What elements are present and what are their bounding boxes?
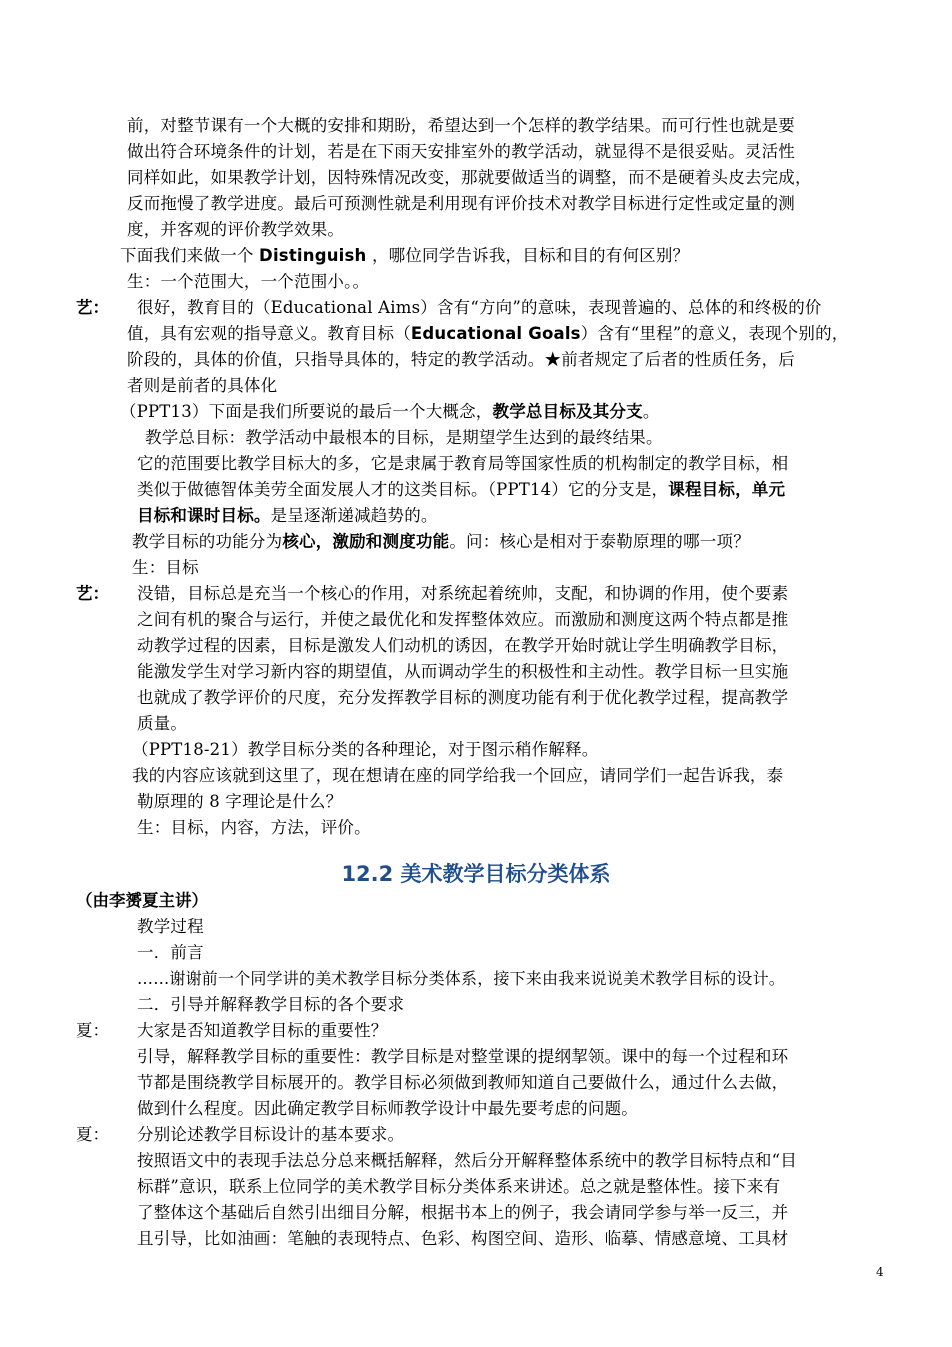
speaker-label: 艺： [76, 298, 109, 317]
paragraph-line: 阶段的，具体的价值，只指导具体的，特定的教学活动。★前者规定了后者的性质任务，后 [127, 350, 795, 369]
paragraph-line: 很好，教育目的（Educational Aims）含有“方向”的意味，表现普遍的、总体的和终极的价 [137, 298, 822, 317]
page-number: 4 [876, 1265, 884, 1279]
paragraph-line: 度，并客观的评价教学效果。 [127, 220, 345, 239]
paragraph-line: 同样如此，如果教学计划，因特殊情况改变，那就要做适当的调整，而不是硬着头皮去完成， [127, 168, 812, 187]
paragraph-line: ……谢谢前一个同学讲的美术教学目标分类体系，接下来由我来说说美术教学目标的设计。 [137, 969, 786, 988]
paragraph-line: 反而拖慢了教学进度。最后可预测性就是利用现有评价技术对教学目标进行定性或定量的测 [127, 194, 795, 213]
text-bold: 课程目标，单元 [668, 480, 786, 499]
student-answer: 生：一个范围大，一个范围小。。 [127, 272, 370, 291]
paragraph-line [137, 503, 438, 529]
student-answer: 生：目标 [132, 558, 199, 577]
paragraph-line: 按照语文中的表现手法总分总来概括解释，然后分开解释整体系统中的教学目标特点和“目 [137, 1151, 797, 1170]
text-segment: 教学目标的功能分为 [132, 532, 283, 551]
speaker-label: 夏： [76, 1021, 109, 1040]
paragraph-line: 大家是否知道教学目标的重要性？ [137, 1021, 388, 1040]
paragraph-line: 教学总目标：教学活动中最根本的目标，是期望学生达到的最终结果。 [145, 428, 663, 447]
speaker-label: 夏： [76, 1125, 109, 1144]
text-segment: 是呈逐渐递减趋势的。 [270, 506, 438, 525]
paragraph-line: 能激发学生对学习新内容的期望值，从而调动学生的积极性和主动性。教学目标一旦实施 [137, 662, 789, 681]
ppt13-line [120, 399, 660, 425]
paragraph-line: 它的范围要比教学目标大的多，它是隶属于教育局等国家性质的机构制定的教学目标，相 [137, 454, 789, 473]
paragraph-line: 节都是围绕教学目标展开的。教学目标必须做到教师知道自己要做什么，通过什么去做， [137, 1073, 789, 1092]
paragraph-line: 前，对整节课有一个大概的安排和期盼，希望达到一个怎样的教学结果。而可行性也就是要 [127, 116, 795, 135]
text-segment: 。问：核心是相对于泰勒原理的哪一项？ [449, 532, 750, 551]
text-segment: （PPT13）下面是我们所要说的最后一个大概念， [120, 402, 493, 421]
text-bold: Educational Goals [410, 324, 581, 343]
distinguish-post: ，哪位同学告诉我，目标和目的有何区别？ [366, 246, 690, 265]
paragraph-line: 动教学过程的因素，目标是激发人们动机的诱因，在教学开始时就让学生明确教学目标， [137, 636, 789, 655]
paragraph-line: 且引导，比如油画：笔触的表现特点、色彩、构图空间、造形、临摹、情感意境、工具材 [137, 1229, 789, 1248]
paragraph-line: 者则是前者的具体化 [127, 376, 278, 395]
paragraph-line [127, 321, 848, 347]
paragraph-line [132, 529, 750, 555]
distinguish-line [120, 243, 689, 269]
paragraph-line: 了整体这个基础后自然引出细目分解，根据书本上的例子，我会请同学参与举一反三，并 [137, 1203, 789, 1222]
text-bold: 核心，激励和测度功能 [282, 532, 450, 551]
text-bold: 目标和课时目标。 [137, 506, 271, 525]
student-answer: 生：目标，内容，方法，评价。 [137, 818, 371, 837]
distinguish-pre: 下面我们来做一个 [120, 246, 260, 265]
speaker-label: 艺： [76, 584, 109, 603]
text-segment: ）含有“里程”的意义，表现个别的， [580, 324, 849, 343]
paragraph-line: 没错，目标总是充当一个核心的作用，对系统起着统帅，支配，和协调的作用，使个要素 [137, 584, 789, 603]
paragraph-line: 勒原理的 8 字理论是什么？ [137, 792, 343, 811]
text-segment: 值，具有宏观的指导意义。教育目标（ [127, 324, 411, 343]
paragraph-line: 做出符合环境条件的计划，若是在下雨天安排室外的教学活动，就显得不是很妥贴。灵活性 [127, 142, 795, 161]
paragraph-line: 质量。 [137, 714, 188, 733]
paragraph-line [137, 477, 785, 503]
paragraph-line: 教学过程 [137, 917, 204, 936]
paragraph-line: 之间有机的聚合与运行，并使之最优化和发挥整体效应。而激励和测度这两个特点都是推 [137, 610, 789, 629]
presenter-label: （由李赟夏主讲） [76, 891, 208, 910]
section-title: 12.2 美术教学目标分类体系 [341, 862, 611, 886]
paragraph-line: 我的内容应该就到这里了，现在想请在座的同学给我一个回应，请同学们一起告诉我，泰 [132, 766, 784, 785]
paragraph-line: 也就成了教学评价的尺度，充分发挥教学目标的测度功能有利于优化教学过程，提高教学 [137, 688, 789, 707]
section-subtitle: 一．前言 [137, 943, 204, 962]
paragraph-line: 引导，解释教学目标的重要性：教学目标是对整堂课的提纲挈领。课中的每一个过程和环 [137, 1047, 789, 1066]
paragraph-line: 标群”意识，联系上位同学的美术教学目标分类体系来讲述。总之就是整体性。接下来有 [137, 1177, 781, 1196]
paragraph-line: 做到什么程度。因此确定教学目标师教学设计中最先要考虑的问题。 [137, 1099, 638, 1118]
paragraph-line: （PPT18-21）教学目标分类的各种理论，对于图示稍作解释。 [132, 740, 599, 759]
section-subtitle: 二．引导并解释教学目标的各个要求 [137, 995, 405, 1014]
paragraph-line: 分别论述教学目标设计的基本要求。 [137, 1125, 405, 1144]
text-segment: 。 [642, 402, 660, 421]
text-segment: 类似于做德智体美劳全面发展人才的这类目标。（PPT14）它的分支是， [137, 480, 669, 499]
distinguish-bold: Distinguish [259, 246, 367, 265]
text-bold: 教学总目标及其分支 [492, 402, 643, 421]
